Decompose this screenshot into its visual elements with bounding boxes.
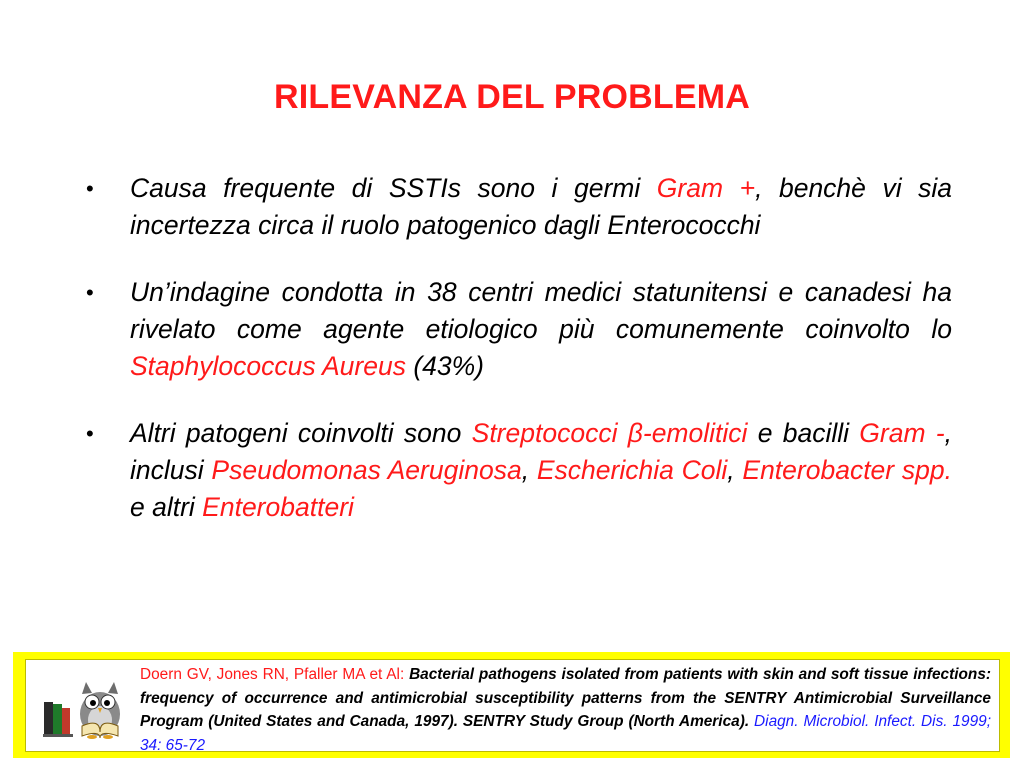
bullet-text [130, 415, 952, 526]
bullet-text-segment: , [727, 455, 743, 485]
bullet-text-segment: Causa frequente di SSTIs sono i germi [130, 173, 657, 203]
highlighted-term: Enterobacter spp. [742, 455, 952, 485]
citation-box [13, 652, 1010, 758]
highlighted-term: Staphylococcus Aureus [130, 351, 406, 381]
bullet-item [86, 274, 952, 385]
bullet-text-segment: , benchè vi sia incertezza circa il ruolo patogenico dagli Enterococchi [130, 173, 953, 240]
citation-authors: Doern GV, Jones RN, Pfaller MA et Al: [140, 666, 410, 683]
bullet-text-segment: e bacilli [747, 418, 860, 448]
bullet-marker: • [86, 421, 94, 446]
bullet-text-segment: , inclusi [130, 418, 953, 485]
owl-reading-books-icon [38, 678, 134, 740]
bullet-text [130, 274, 952, 385]
bullet-text-segment: Altri patogeni coinvolti sono [130, 418, 472, 448]
bullet-marker: • [86, 280, 94, 305]
bullet-item [86, 415, 952, 526]
highlighted-term: Escherichia Coli [536, 455, 728, 485]
citation-text [140, 663, 991, 757]
bullet-text-segment: , [521, 455, 537, 485]
highlighted-term: Enterobatteri [202, 492, 354, 522]
highlighted-term: Streptococci β-emolitici [471, 418, 748, 448]
highlighted-term: Gram - [859, 418, 945, 448]
citation-title: Bacterial pathogens isolated from patients with skin and soft tissue infections: frequency of occurrence and antimicrobial susceptibility patterns from the SENTRY Antimicrobial Surveillance Program (United States and Canada, 1997). SENTRY Study Group (North America). [140, 666, 992, 731]
bullet-item [86, 170, 952, 244]
bullet-text-segment: (43%) [405, 351, 485, 381]
bullet-marker: • [86, 176, 94, 201]
highlighted-term: Pseudomonas Aeruginosa [211, 455, 522, 485]
citation-journal: Diagn. Microbiol. Infect. Dis. 1999; 34: 65-72 [140, 713, 991, 754]
bullet-list [86, 170, 952, 556]
bullet-text [130, 170, 952, 244]
citation-panel [25, 659, 1000, 752]
bullet-text-segment: Un’indagine condotta in 38 centri medici statunitensi e canadesi ha rivelato come agente etiologico più comunemente coinvolto lo [130, 277, 952, 344]
highlighted-term: Gram + [656, 173, 756, 203]
slide-title: RILEVANZA DEL PROBLEMA [273, 78, 750, 116]
bullet-text-segment: e altri [130, 492, 203, 522]
